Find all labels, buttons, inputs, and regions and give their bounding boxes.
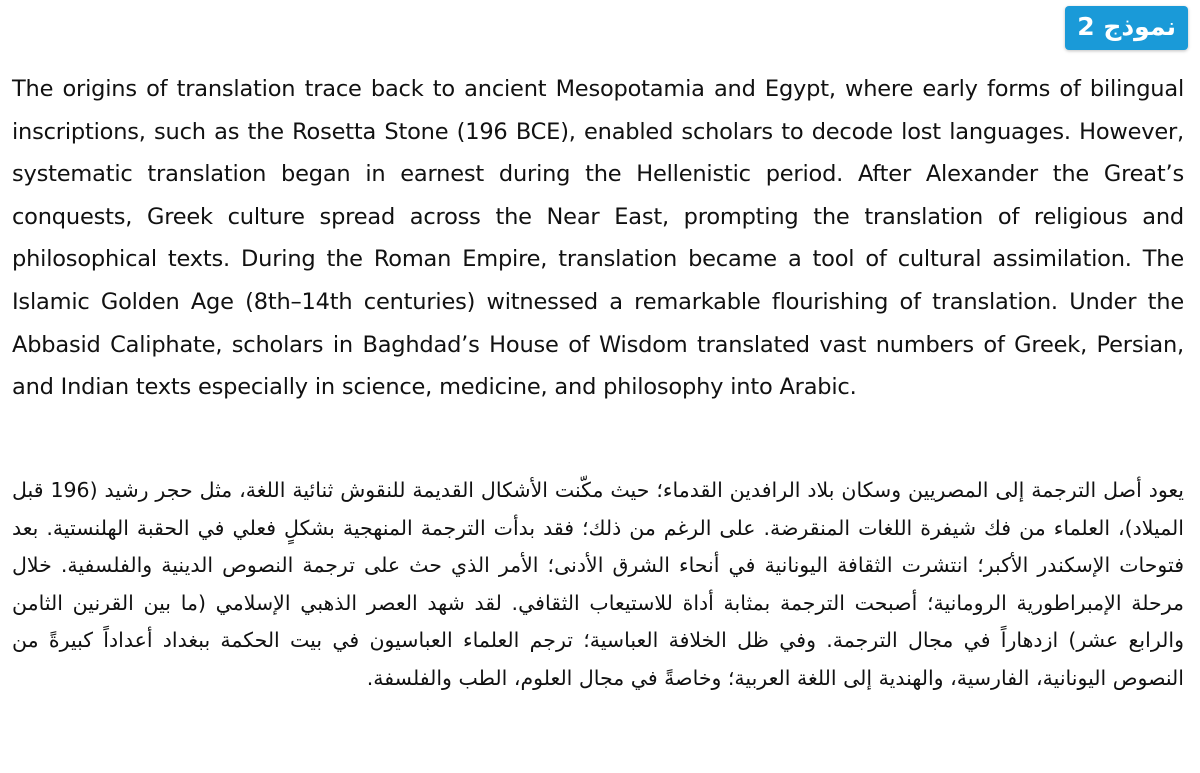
- arabic-paragraph: يعود أصل الترجمة إلى المصريين وسكان بلاد الرافدين القدماء؛ حيث مكّنت الأشكال القديمة للنقوش ثنائية اللغة، مثل حجر رشيد (196 قبل الميلاد)، العلماء من فك شيفرة اللغات المنقرضة. على الرغم من ذلك؛ فقد بدأت الترجمة المنهجية بشكلٍ فعلي في الحقبة الهلنستية. بعد فتوحات الإسكندر الأكبر؛ انتشرت الثقافة اليونانية في أنحاء الشرق الأدنى؛ الأمر الذي حث على ترجمة النصوص الدينية والفلسفية. خلال مرحلة الإمبراطورية الرومانية؛ أصبحت الترجمة بمثابة أداة للاستيعاب الثقافي. لقد شهد العصر الذهبي الإسلامي (ما بين القرنين الثامن والرابع عشر) ازدهاراً في مجال الترجمة. وفي ظل الخلافة العباسية؛ ترجم العلماء العباسيون في بيت الحكمة ببغداد أعداداً كبيرةً من النصوص اليونانية، الفارسية، والهندية إلى اللغة العربية؛ وخاصةً في مجال العلوم، الطب والفلسفة.: [12, 478, 1185, 690]
- english-paragraph: The origins of translation trace back to ancient Mesopotamia and Egypt, where early forms of bilingual inscriptions, such as the Rosetta Stone (196 BCE), enabled scholars to decode lost languages. However, systematic translation began in earnest during the Hellenistic period. After Alexander the Great’s conquests, Greek culture spread across the Near East, prompting the translation of religious and philosophical texts. During the Roman Empire, translation became a tool of cultural assimilation. The Islamic Golden Age (8th–14th centuries) witnessed a remarkable flourishing of translation. Under the Abbasid Caliphate, scholars in Baghdad’s House of Wisdom translated vast numbers of Greek, Persian, and Indian texts especially in science, medicine, and philosophy into Arabic.: [12, 76, 1184, 401]
- sample-badge: نموذج 2: [1065, 6, 1188, 50]
